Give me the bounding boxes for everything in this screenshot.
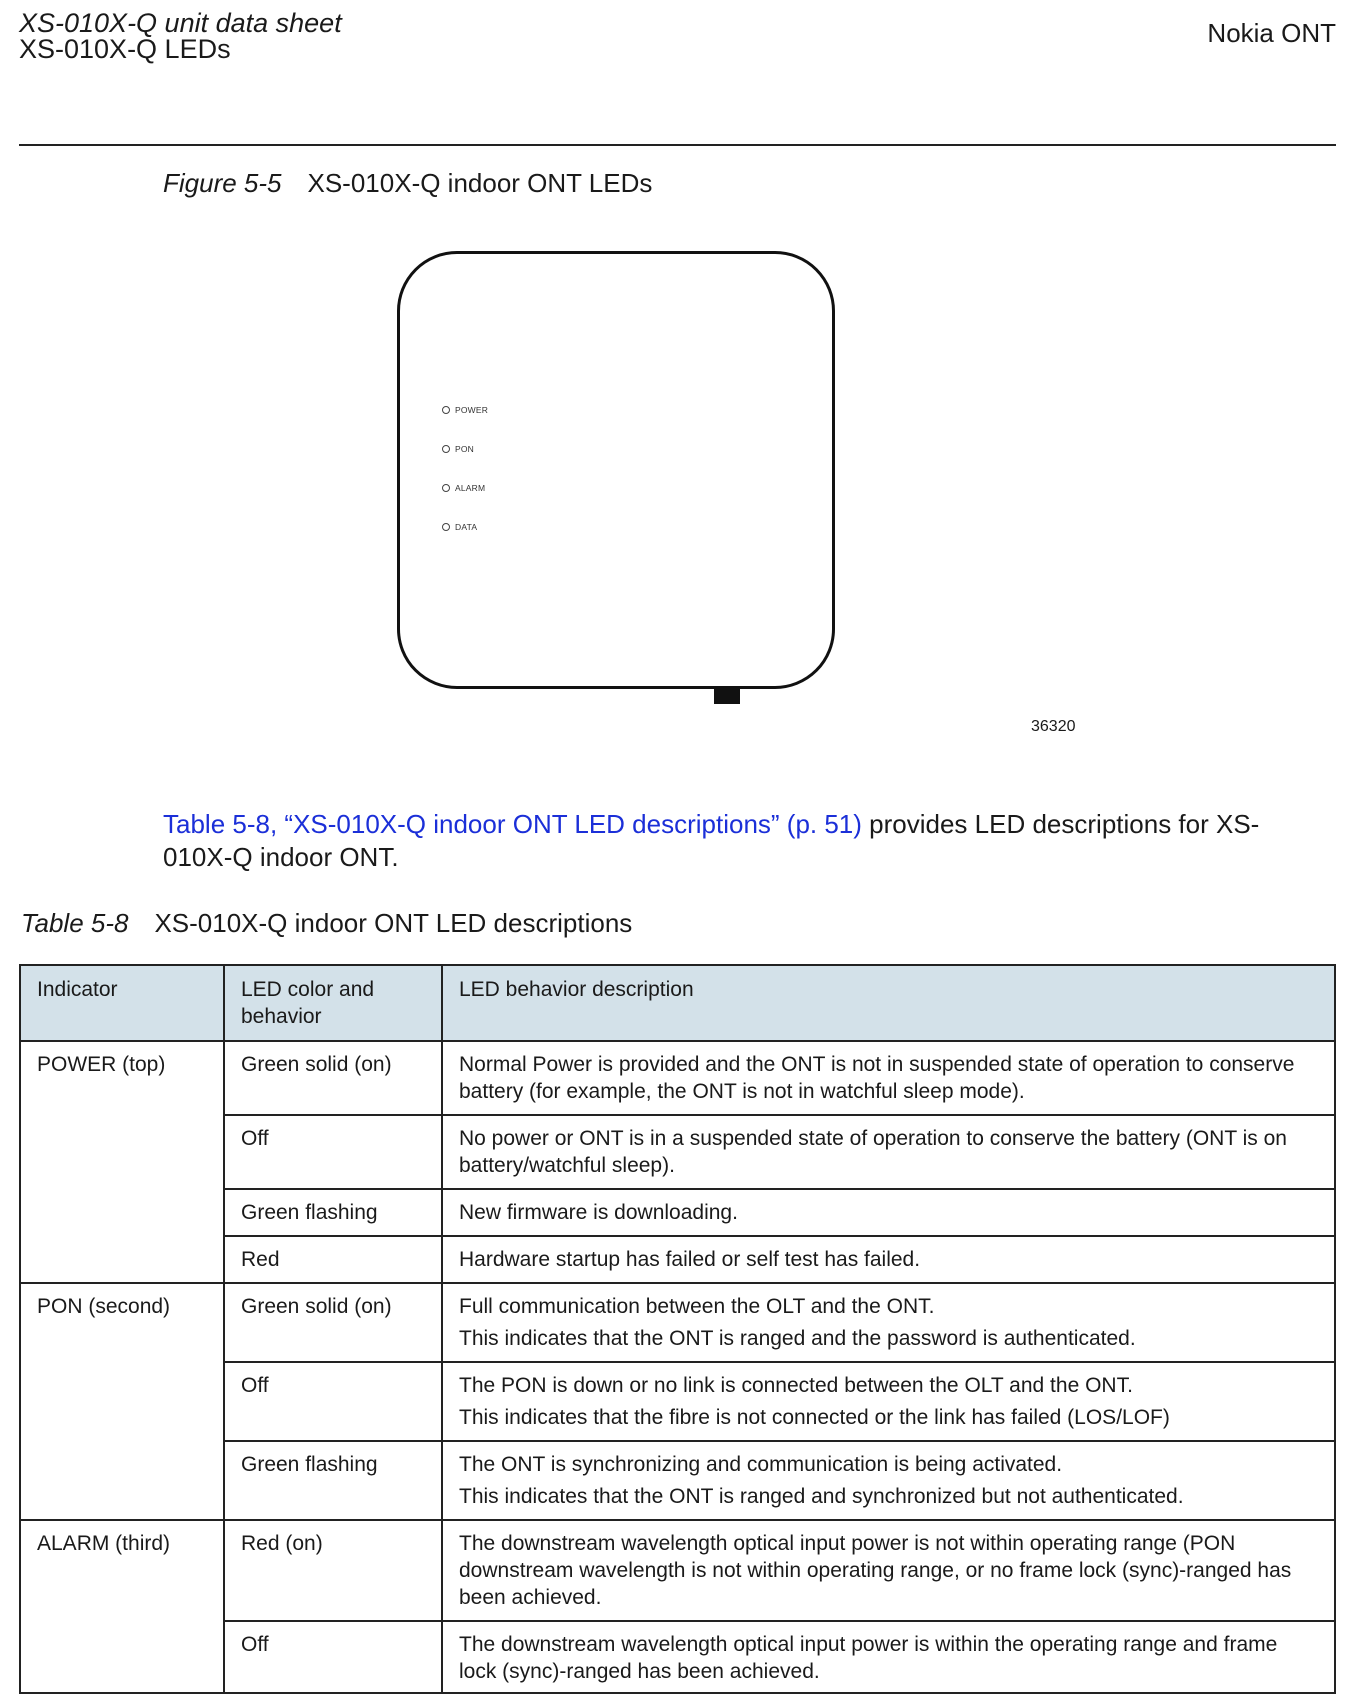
description-line: No power or ONT is in a suspended state of operation to conserve the battery (ONT is on battery/watchful sleep). — [459, 1127, 1287, 1177]
description-cell — [442, 1041, 1335, 1115]
table-row — [20, 1283, 1335, 1362]
indicator-cell: PON (second) — [20, 1283, 224, 1520]
description-cell — [442, 1283, 1335, 1362]
ont-device-illustration — [397, 251, 835, 689]
led-label: DATA — [455, 522, 478, 532]
intro-paragraph — [163, 808, 1283, 874]
description-line: The downstream wavelength optical input power is not within operating range (PON downstream wavelength is not within operating range, or no frame lock (sync)-ranged has been achieved. — [459, 1532, 1292, 1609]
document-header — [19, 10, 342, 62]
section-title: XS-010X-Q LEDs — [19, 34, 231, 64]
figure-number: Figure 5-5 — [163, 168, 282, 198]
description-line: New firmware is downloading. — [459, 1201, 738, 1224]
led-label: POWER — [455, 405, 489, 415]
table-title: XS-010X-Q indoor ONT LED descriptions — [154, 908, 633, 938]
led-indicator-icon — [442, 406, 450, 414]
figure-caption — [163, 168, 652, 199]
column-header-description: LED behavior description — [442, 965, 1335, 1041]
column-header-indicator: Indicator — [20, 965, 224, 1041]
behavior-cell: Green solid (on) — [224, 1041, 442, 1115]
behavior-cell: Off — [224, 1115, 442, 1189]
behavior-cell: Off — [224, 1362, 442, 1441]
description-line: This indicates that the ONT is ranged and the password is authenticated. — [459, 1327, 1136, 1350]
brand-label: Nokia ONT — [1207, 18, 1336, 48]
table-cross-reference-link[interactable]: Table 5-8, “XS-010X-Q indoor ONT LED descriptions” (p. 51) — [163, 809, 862, 839]
device-connector-port — [714, 688, 740, 704]
led-description-table — [19, 964, 1336, 1694]
description-cell — [442, 1441, 1335, 1520]
led-indicator-icon — [442, 484, 450, 492]
led-pon — [442, 444, 474, 454]
description-cell — [442, 1520, 1335, 1621]
description-cell — [442, 1236, 1335, 1283]
description-line: The PON is down or no link is connected between the OLT and the ONT. — [459, 1374, 1133, 1397]
description-line: Hardware startup has failed or self test has failed. — [459, 1248, 921, 1271]
led-indicator-icon — [442, 445, 450, 453]
table-row — [20, 1041, 1335, 1115]
table-header-row — [20, 965, 1335, 1041]
behavior-cell: Off — [224, 1621, 442, 1693]
paragraph-text: provides LED descriptions for XS-010X-Q indoor ONT. — [163, 809, 1260, 872]
table-caption — [21, 908, 632, 939]
description-line: This indicates that the fibre is not connected or the link has failed (LOS/LOF) — [459, 1406, 1170, 1429]
description-cell — [442, 1362, 1335, 1441]
behavior-cell: Green flashing — [224, 1189, 442, 1236]
table-number: Table 5-8 — [21, 908, 129, 938]
description-line: This indicates that the ONT is ranged and synchronized but not authenticated. — [459, 1485, 1184, 1508]
behavior-cell: Red (on) — [224, 1520, 442, 1621]
doc-title: XS-010X-Q unit data sheet — [19, 8, 342, 38]
led-power — [442, 405, 488, 415]
led-label: PON — [455, 444, 475, 454]
figure-title: XS-010X-Q indoor ONT LEDs — [307, 168, 653, 198]
table-row — [20, 1520, 1335, 1621]
description-line: Full communication between the OLT and the ONT. — [459, 1295, 935, 1318]
description-line: Normal Power is provided and the ONT is not in suspended state of operation to conserve battery (for example, the ONT is not in watchful sleep mode). — [459, 1053, 1295, 1103]
led-indicator-icon — [442, 523, 450, 531]
figure-id: 36320 — [1031, 718, 1076, 735]
indicator-cell: POWER (top) — [20, 1041, 224, 1283]
behavior-cell: Green solid (on) — [224, 1283, 442, 1362]
indicator-cell: ALARM (third) — [20, 1520, 224, 1693]
column-header-led-color: LED color and behavior — [224, 965, 442, 1041]
behavior-cell: Green flashing — [224, 1441, 442, 1520]
header-divider — [19, 144, 1336, 146]
description-cell — [442, 1189, 1335, 1236]
description-cell — [442, 1621, 1335, 1693]
led-alarm — [442, 483, 485, 493]
description-line: The ONT is synchronizing and communication is being activated. — [459, 1453, 1063, 1476]
behavior-cell: Red — [224, 1236, 442, 1283]
description-line: The downstream wavelength optical input power is within the operating range and frame lock (sync)-ranged has been achieved. — [459, 1633, 1278, 1683]
led-label: ALARM — [455, 483, 486, 493]
description-cell — [442, 1115, 1335, 1189]
led-data — [442, 522, 477, 532]
